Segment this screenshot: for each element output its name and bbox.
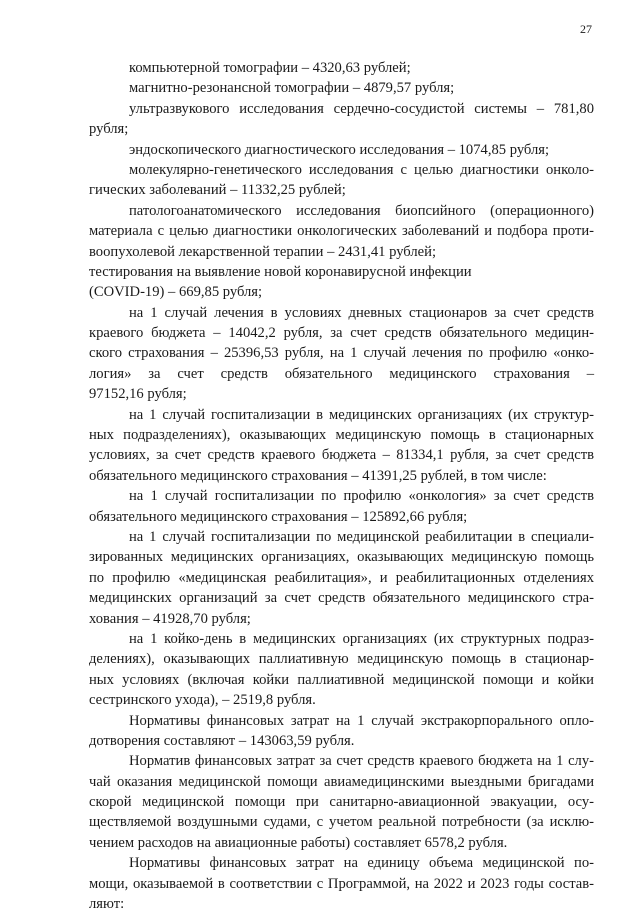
- text-line: логия» за счет средств обязательного медицинского страхования –: [89, 365, 594, 382]
- text-line: хования – 41928,70 рубля;: [89, 610, 251, 627]
- text-line: обязательного медицинского страхования – 41391,25 рублей, в том числе:: [89, 467, 547, 484]
- page-number: 27: [580, 22, 592, 36]
- text-line: 97152,16 рубля;: [89, 386, 187, 403]
- text-line: молекулярно-генетического исследования с целью диагностики онколо-: [129, 161, 594, 178]
- text-line: ных условиях (включая койки паллиативной медицинской помощи и койки: [89, 671, 594, 688]
- text-line: ультразвукового исследования сердечно-сосудистой системы – 781,80: [129, 100, 594, 117]
- text-line: воопухолевой лекарственной терапии – 2431,41 рублей;: [89, 243, 436, 260]
- text-line: ляют:: [89, 896, 125, 913]
- text-line: на 1 случай госпитализации в медицинских организациях (их структур-: [129, 406, 594, 423]
- document-body: [89, 58, 594, 914]
- text-line: медицинских организаций за счет средств обязательного медицинского стра-: [89, 590, 594, 607]
- text-line: ных подразделениях), оказывающих медицинскую помощь в стационарных: [89, 427, 594, 444]
- text-line: условиях, за счет средств краевого бюджета – 81334,1 рубля, за счет средств: [89, 447, 594, 464]
- text-line: ского страхования – 25396,53 рубля, на 1 случай лечения по профилю «онко-: [89, 345, 594, 362]
- text-line: Норматив финансовых затрат за счет средств краевого бюджета на 1 слу-: [129, 753, 594, 770]
- text-line: мощи, оказываемой в соответствии с Программой, на 2022 и 2023 годы состав-: [89, 875, 594, 892]
- text-line: краевого бюджета – 14042,2 рубля, за счет средств обязательного медицин-: [89, 325, 594, 342]
- text-line: по профилю «медицинская реабилитация», и реабилитационных отделениях: [89, 569, 594, 586]
- text-line: чай оказания медицинской помощи авиамедицинскими выездными бригадами: [89, 773, 594, 790]
- text-line: эндоскопического диагностического исследования – 1074,85 рубля;: [129, 141, 550, 158]
- text-line: рубля;: [89, 121, 129, 138]
- text-line: магнитно-резонансной томографии – 4879,57 рубля;: [129, 80, 455, 97]
- text-line: делениях), оказывающих паллиативную медицинскую помощь в стационар-: [89, 651, 594, 668]
- text-line: ществляемой воздушными судами, с учетом реальной потребности (за исклю-: [89, 814, 594, 831]
- text-line: чением расходов на авиационные работы) составляет 6578,2 рубля.: [89, 834, 508, 851]
- text-line: компьютерной томографии – 4320,63 рублей;: [129, 60, 411, 76]
- text-line: скорой медицинской помощи при санитарно-авиационной эвакуации, осу-: [89, 794, 594, 811]
- text-line: патологоанатомического исследования биопсийного (операционного): [129, 202, 594, 219]
- text-line: на 1 случай лечения в условиях дневных стационаров за счет средств: [129, 304, 594, 321]
- text-line: (COVID-19) – 669,85 рубля;: [89, 284, 263, 301]
- text-line: на 1 койко-день в медицинских организациях (их структурных подраз-: [129, 630, 594, 647]
- text-line: сестринского ухода), – 2519,8 рубля.: [89, 692, 316, 709]
- text-line: дотворения составляют – 143063,59 рубля.: [89, 732, 355, 749]
- text-line: Нормативы финансовых затрат на единицу объема медицинской по-: [129, 855, 594, 872]
- text-line: обязательного медицинского страхования – 125892,66 рубля;: [89, 508, 468, 525]
- text-line: тестирования на выявление новой коронавирусной инфекции: [89, 263, 472, 280]
- text-line: зированных медицинских организациях, оказывающих медицинскую помощь: [89, 549, 594, 566]
- text-line: материала с целью диагностики онкологических заболеваний и подбора проти-: [89, 223, 594, 240]
- text-line: на 1 случай госпитализации по профилю «онкология» за счет средств: [129, 488, 594, 505]
- text-line: гических заболеваний – 11332,25 рублей;: [89, 182, 346, 199]
- text-line: на 1 случай госпитализации по медицинской реабилитации в специали-: [129, 528, 594, 545]
- text-line: Нормативы финансовых затрат на 1 случай экстракорпорального опло-: [129, 712, 594, 729]
